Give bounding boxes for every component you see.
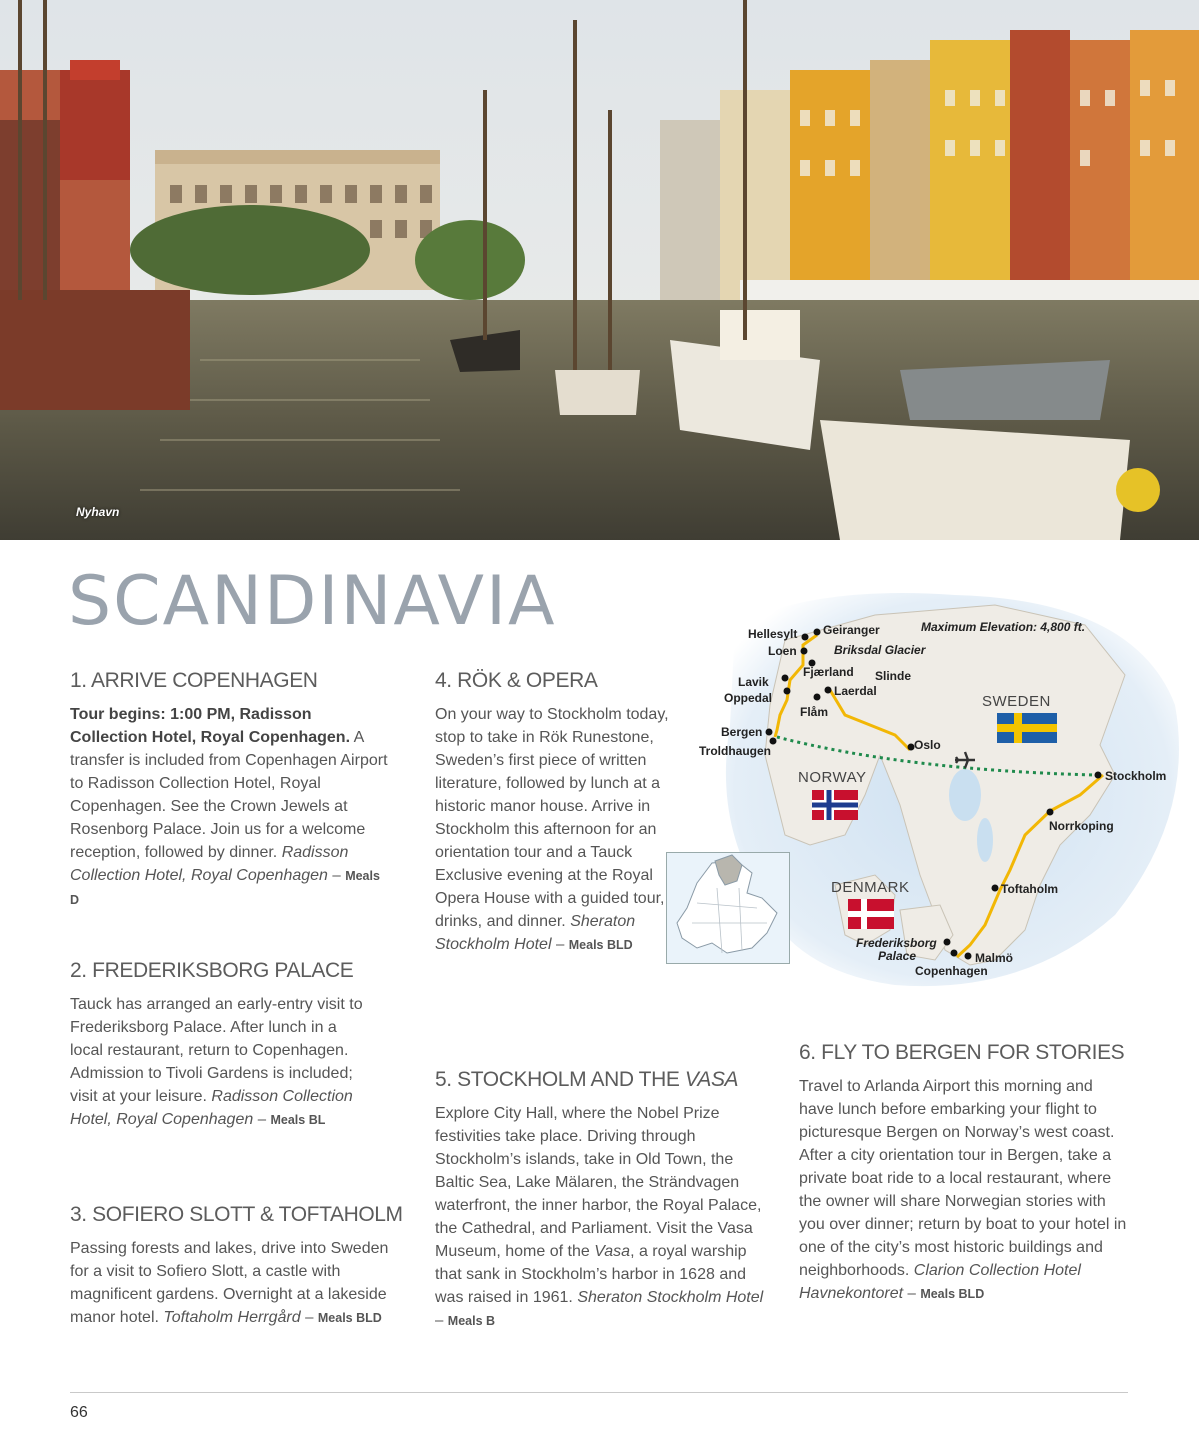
day-5-text [435,1102,775,1333]
day-5-meals: Meals B [447,1314,496,1329]
label-malmo: Malmö [975,951,1014,965]
label-flam: Flåm [800,705,829,719]
day-5-heading-italic: VASA [684,1068,739,1091]
lake [977,818,993,862]
label-oppedal: Oppedal [724,691,773,705]
dot-norrkoping [1047,809,1054,816]
day-3 [70,1202,410,1330]
day-2-text [70,993,370,1132]
label-fjaerland: Fjærland [803,665,854,679]
day-2-hotel: Radisson Collection Hotel, Royal Copenhagen [70,1088,353,1129]
day-2-meals: Meals BL [270,1113,326,1128]
label-geiranger: Geiranger [823,623,880,637]
day-1-meals: Meals D [70,869,380,908]
day-6 [799,1040,1129,1306]
dot-loen [801,648,808,655]
day-2 [70,958,370,1132]
dot-bergen [766,729,773,736]
day-4-body: On your way to Stockholm today, stop to take in Rök Runestone, Sweden’s first piece of written literature, followed by lunch at a historic manor house. Arrive in Stockholm this afternoon for an orientation tour and a Tauck Exclusive evening at the Royal Opera House with a guided tour, drinks, and dinner. [435,706,669,931]
day-3-body: Passing forests and lakes, drive into Sweden for a visit to Sofiero Slott, a castle with magnificent gardens. Overnight at a lakeside manor hotel. [70,1240,389,1327]
flag-denmark [848,899,894,929]
day-5-body-b: , a royal warship that sank in Stockholm’s harbor in 1628 and was raised in 1961. [435,1243,747,1307]
day-5-heading-prefix: 5. STOCKHOLM AND THE [435,1068,685,1091]
label-norrkoping: Norrkoping [1049,819,1114,833]
day-3-hotel: Toftaholm Herrgård [163,1309,301,1327]
day-6-body: Travel to Arlanda Airport this morning and have lunch before embarking your flight to picturesque Bergen on Norway’s west coast. After a city orientation tour in Bergen, take a private boat ride to a local restaurant, where the owner will share Norwegian stories with you over dinner; return by boat to your hotel in one of the city’s most historic buildings and neighborhoods. [799,1078,1127,1280]
dash: – [435,1312,444,1330]
dot-hellesylt [802,634,809,641]
day-1-hotel: Radisson Collection Hotel, Royal Copenhagen [70,844,349,885]
footer-divider [70,1392,1128,1393]
day-4-hotel: Sheraton Stockholm Hotel [435,913,636,954]
label-norway: NORWAY [798,769,867,786]
hero-photo [0,0,1199,540]
day-3-heading: 3. SOFIERO SLOTT & TOFTAHOLM [70,1203,403,1226]
day-1-heading: 1. ARRIVE COPENHAGEN [70,669,318,692]
label-copenhagen: Copenhagen [915,964,988,978]
label-denmark: DENMARK [831,879,910,896]
dot-copenhagen [951,950,958,957]
dot-stockholm [1095,772,1102,779]
day-1 [70,668,390,912]
day-6-hotel: Clarion Collection Hotel Havnekontoret [799,1262,1081,1303]
day-5-heading [435,1067,775,1092]
day-2-heading: 2. FREDERIKSBORG PALACE [70,959,354,982]
label-briksdal: Briksdal Glacier [834,643,926,657]
dot-flam [814,694,821,701]
label-palace: Palace [878,949,917,963]
dash: – [257,1111,267,1129]
label-troldhaugen: Troldhaugen [699,744,771,758]
label-bergen: Bergen [721,725,763,739]
label-lavik: Lavik [738,675,769,689]
page-number: 66 [70,1404,88,1421]
day-3-meals: Meals BLD [317,1311,382,1326]
day-4 [435,668,675,957]
label-hellesylt: Hellesylt [748,627,798,641]
day-6-meals: Meals BLD [920,1287,985,1302]
day-5 [435,1067,775,1333]
label-sweden: SWEDEN [982,693,1051,710]
locator-map-svg [667,853,789,963]
day-5-body-italic: Vasa [594,1243,631,1261]
lake [949,769,981,821]
day-5-body-a: Explore City Hall, where the Nobel Prize festivities take place. Driving through Stockholm’s islands, take in Old Town, the Baltic Sea, Lake Mälaren, the Strändvagen waterfront, the inner harbor, the Royal Palace, the Cathedral, and Parliament. Visit the Vasa Museum, home of the [435,1105,762,1261]
flag-norway [812,790,858,820]
photo-caption: Nyhavn [76,505,120,519]
dash: – [907,1285,916,1303]
day-4-meals: Meals BLD [568,938,633,953]
locator-map [666,852,790,964]
dot-laerdal [825,687,832,694]
elevation-note: Maximum Elevation: 4,800 ft. [921,620,1086,634]
day-1-text [70,703,390,912]
day-1-body: A transfer is included from Copenhagen Airport to Radisson Collection Hotel, Royal Copenhagen. See the Crown Jewels at Rosenborg Palace. Join us for a welcome reception, followed by dinner. [70,729,388,862]
day-1-lead: Tour begins: 1:00 PM, Radisson Collection Hotel, Royal Copenhagen. [70,706,351,747]
day-3-text [70,1237,410,1330]
day-4-heading: 4. RÖK & OPERA [435,669,598,692]
label-slinde: Slinde [875,669,912,683]
label-laerdal: Laerdal [834,684,877,698]
label-toftaholm: Toftaholm [1001,882,1059,896]
flag-sweden [997,713,1057,743]
label-frederiksborg: Frederiksborg [856,936,937,950]
day-5-hotel: Sheraton Stockholm Hotel [577,1289,764,1307]
day-6-text [799,1075,1129,1306]
dash: – [555,936,565,954]
dot-lavik [782,675,789,682]
label-loen: Loen [768,644,797,658]
day-6-heading: 6. FLY TO BERGEN FOR STORIES [799,1041,1125,1064]
day-4-text [435,703,675,957]
day-2-body: Tauck has arranged an early-entry visit to Frederiksborg Palace. After lunch in a local restaurant, return to Copenhagen. Admission to Tivoli Gardens is included; visit at your leisure. [70,996,363,1106]
dot-malmo [965,953,972,960]
dash: – [332,867,341,885]
label-stockholm: Stockholm [1105,769,1167,783]
dot-geiranger [814,629,821,636]
dot-toftaholm [992,885,999,892]
label-oslo: Oslo [914,738,941,752]
dot-oppedal [784,688,791,695]
dot-frederiksborg [944,939,951,946]
nyhavn-photo [0,0,1199,540]
page-title: SCANDINAVIA [68,562,557,641]
dash: – [305,1309,314,1327]
